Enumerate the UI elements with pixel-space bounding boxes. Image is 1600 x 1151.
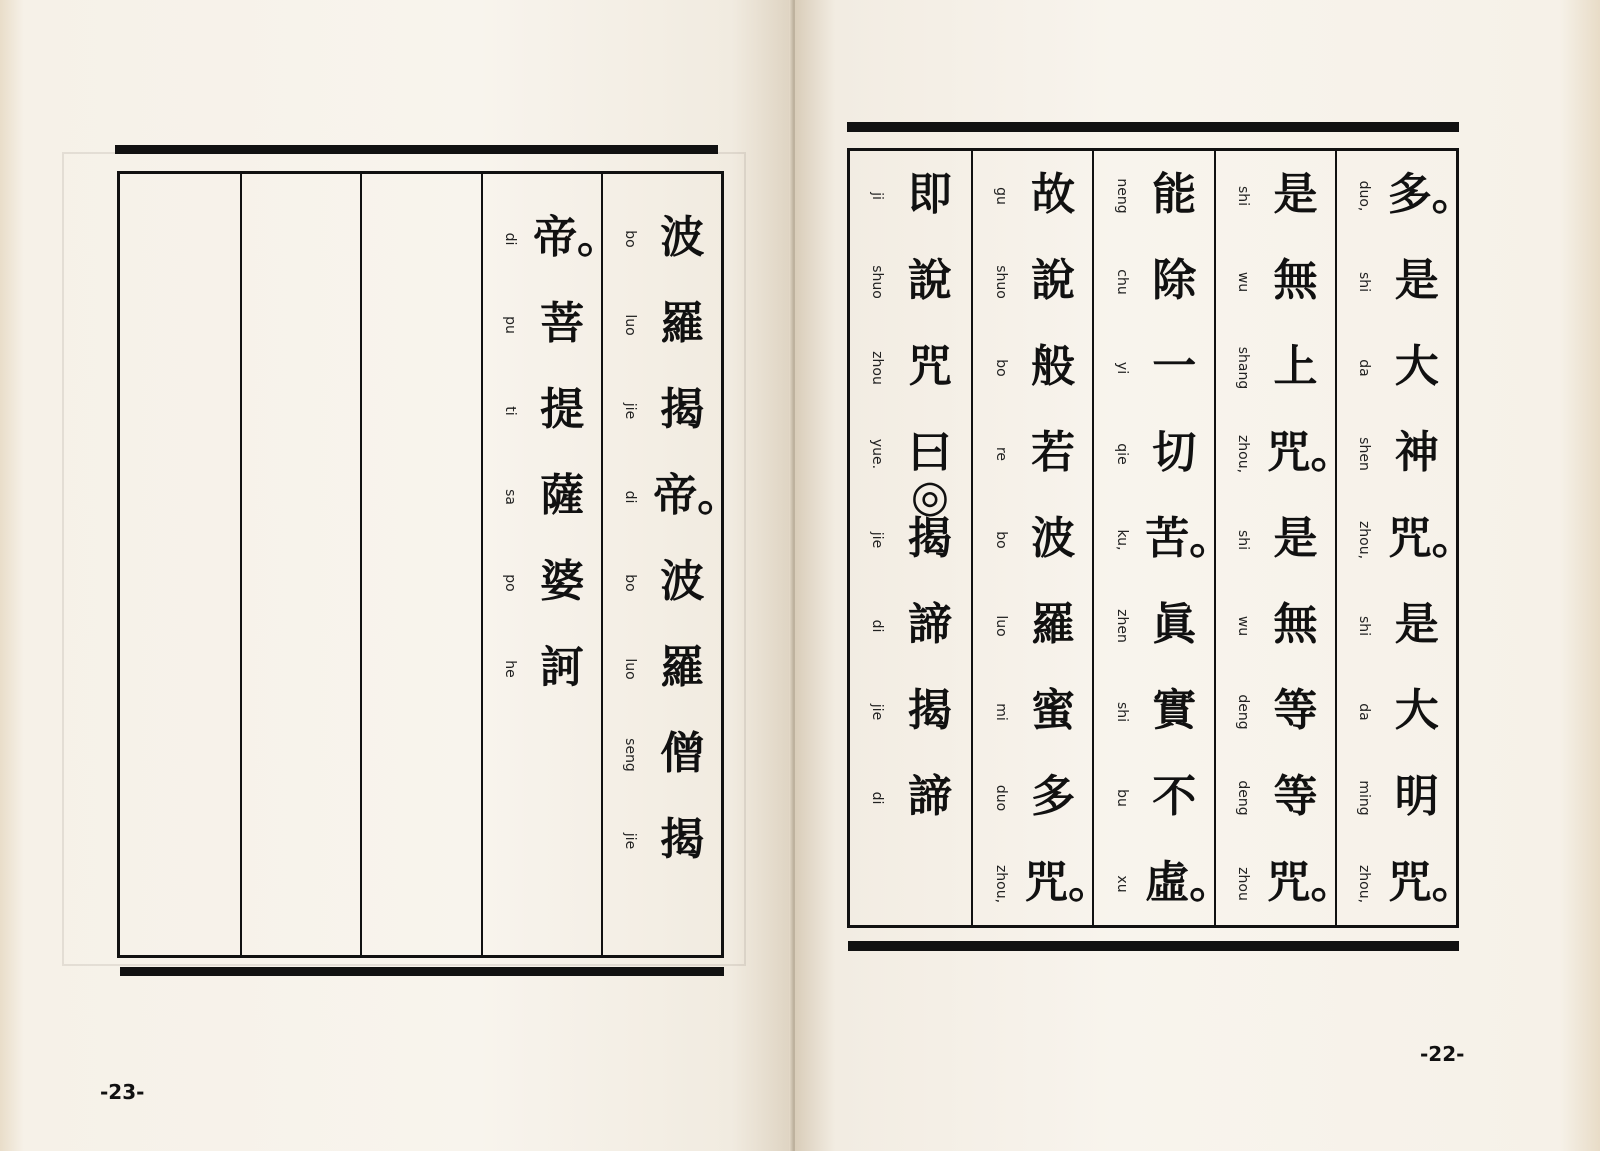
pinyin-annotation: jie (622, 402, 639, 420)
page-number: -22- (1420, 1042, 1465, 1066)
sutra-character: 羅 (660, 642, 705, 693)
page-number: -23- (100, 1080, 145, 1104)
sutra-character: 等 (1273, 771, 1318, 822)
sutra-character: 揭 (907, 685, 952, 736)
pinyin-annotation: bu (1113, 789, 1130, 807)
pinyin-annotation: luo (992, 615, 1009, 637)
pinyin-annotation: bo (622, 574, 639, 592)
pinyin-annotation: chu (1113, 269, 1130, 295)
pinyin-annotation: deng (1235, 694, 1252, 730)
text-column-1 (1335, 151, 1476, 925)
sutra-character: 神 (1394, 427, 1439, 478)
bottom-rule (848, 941, 1459, 951)
pinyin-annotation: zhou, (1235, 434, 1252, 474)
pinyin-annotation: ji (869, 192, 886, 200)
text-frame (117, 171, 742, 958)
pinyin-annotation: deng (1235, 780, 1252, 816)
sutra-character: 薩 (540, 470, 585, 521)
text-frame (847, 148, 1476, 928)
sutra-character: 大 (1394, 341, 1439, 392)
sutra-character: 虛。 (1145, 857, 1234, 908)
pinyin-annotation: zhou (1235, 867, 1252, 901)
pinyin-annotation: shen (1356, 437, 1373, 471)
text-column-3 (360, 174, 482, 955)
pinyin-annotation: yi (1113, 361, 1130, 375)
pinyin-annotation: shi (1235, 185, 1252, 207)
pinyin-annotation: shi (1356, 271, 1373, 293)
pinyin-annotation: wu (1235, 615, 1252, 637)
sutra-character: 揭 (660, 384, 705, 435)
pinyin-annotation: pu (502, 316, 518, 334)
pinyin-annotation: qie (1113, 443, 1130, 465)
sutra-character: 能 (1152, 169, 1197, 220)
sutra-character: 波 (660, 212, 705, 263)
sutra-character: 諦 (907, 599, 952, 650)
sutra-character: 除 (1152, 255, 1197, 306)
text-column-3 (1092, 151, 1234, 925)
pinyin-annotation: ti (502, 406, 518, 416)
pinyin-annotation: shi (1356, 615, 1373, 637)
sutra-character: 上 (1273, 341, 1318, 392)
pinyin-annotation: shi (1235, 529, 1252, 551)
sutra-character: 是 (1273, 169, 1318, 220)
pinyin-annotation: jie (869, 703, 886, 721)
sutra-character: 波 (660, 556, 705, 607)
pinyin-annotation: duo (992, 784, 1009, 812)
sutra-character: 諦 (907, 771, 952, 822)
pinyin-annotation: shang (1235, 346, 1252, 390)
top-rule (847, 122, 1459, 132)
text-column-4 (240, 174, 362, 955)
pinyin-annotation: shuo (992, 265, 1009, 299)
sutra-character: 菩 (540, 298, 585, 349)
sutra-character: 眞 (1152, 599, 1197, 650)
pinyin-annotation: di (869, 791, 886, 805)
pinyin-annotation: bo (992, 531, 1009, 549)
sutra-character: 等 (1273, 685, 1318, 736)
right-page (795, 0, 1600, 1151)
sutra-character: 咒。 (1387, 513, 1476, 564)
pinyin-annotation: he (502, 660, 518, 678)
pinyin-annotation: yue. (869, 438, 886, 470)
sutra-character: 大 (1394, 685, 1439, 736)
sutra-character: 訶 (540, 642, 585, 693)
sutra-character: 提 (540, 384, 585, 435)
sutra-character: 即 (907, 169, 952, 220)
pinyin-annotation: bo (992, 359, 1009, 377)
sutra-character: 一 (1152, 341, 1197, 392)
pinyin-annotation: seng (622, 738, 639, 772)
pinyin-annotation: zhou, (1356, 864, 1373, 904)
pinyin-annotation: zhou, (992, 864, 1009, 904)
pinyin-annotation: po (502, 574, 518, 592)
pinyin-annotation: da (1356, 703, 1373, 721)
pinyin-annotation: wu (1235, 271, 1252, 293)
pinyin-annotation: jie (622, 832, 639, 850)
left-page (0, 0, 795, 1151)
pinyin-annotation: da (1356, 359, 1373, 377)
pinyin-annotation: shi (1113, 701, 1130, 723)
sutra-character: 波 (1031, 513, 1076, 564)
pinyin-annotation: ku, (1113, 529, 1130, 551)
pinyin-annotation: ming (1356, 780, 1373, 816)
pinyin-annotation: re (992, 446, 1009, 462)
sutra-character: 婆 (540, 556, 585, 607)
pinyin-annotation: zhou (869, 351, 886, 385)
pinyin-annotation: zhou, (1356, 520, 1373, 560)
sutra-character: 蜜 (1031, 685, 1076, 736)
pinyin-annotation: di (622, 490, 639, 504)
sutra-character: 無 (1273, 255, 1318, 306)
sutra-character: 羅 (660, 298, 705, 349)
sutra-character: 多。 (1387, 169, 1476, 220)
sutra-character: 無 (1273, 599, 1318, 650)
text-column-5 (120, 174, 240, 955)
sutra-character: 咒。 (1387, 857, 1476, 908)
pinyin-annotation: luo (622, 658, 639, 680)
sutra-character: 切 (1152, 427, 1197, 478)
pinyin-annotation: di (502, 232, 518, 246)
pinyin-annotation: neng (1113, 178, 1130, 214)
pinyin-annotation: duo, (1356, 180, 1373, 212)
sutra-character: 咒 (907, 341, 952, 392)
pinyin-annotation: shuo (869, 265, 886, 299)
pinyin-annotation: jie (869, 531, 886, 549)
sutra-character: 故 (1031, 169, 1076, 220)
sutra-character: 般 (1031, 341, 1076, 392)
pinyin-annotation: zhen (1113, 609, 1130, 643)
sutra-character: 僧 (660, 728, 705, 779)
pinyin-annotation: sa (502, 489, 518, 505)
sutra-character: 帝。 (533, 212, 622, 263)
sutra-character: 是 (1394, 255, 1439, 306)
bottom-rule (120, 967, 724, 976)
text-column-5 (850, 151, 971, 925)
sutra-character: 是 (1394, 599, 1439, 650)
sutra-character: 咒。 (1024, 857, 1113, 908)
sutra-character: 咒。 (1266, 857, 1355, 908)
sutra-character: 說 (1031, 255, 1076, 306)
pinyin-annotation: mi (992, 703, 1009, 721)
pinyin-annotation: di (869, 619, 886, 633)
pinyin-annotation: luo (622, 314, 639, 336)
sutra-character: 多 (1031, 771, 1076, 822)
pinyin-annotation: xu (1113, 875, 1130, 893)
sutra-character: 揭 (660, 814, 705, 865)
sutra-character: 若 (1031, 427, 1076, 478)
sutra-character: 不 (1152, 771, 1197, 822)
sutra-character: 是 (1273, 513, 1318, 564)
sutra-character: 說 (907, 255, 952, 306)
sutra-character: 帝。 (653, 470, 742, 521)
pinyin-annotation: gu (992, 187, 1009, 205)
top-rule (115, 145, 718, 154)
sutra-character: 曰◎ (907, 427, 952, 522)
sutra-character: 明 (1394, 771, 1439, 822)
pinyin-annotation: bo (622, 230, 639, 248)
text-column-2 (481, 174, 622, 955)
text-column-4 (971, 151, 1113, 925)
text-column-1 (601, 174, 742, 955)
sutra-character: 實 (1152, 685, 1197, 736)
sutra-character: 羅 (1031, 599, 1076, 650)
sutra-character: 咒。 (1266, 427, 1355, 478)
sutra-character: 揭 (907, 513, 952, 564)
sutra-character: 苦。 (1145, 513, 1234, 564)
